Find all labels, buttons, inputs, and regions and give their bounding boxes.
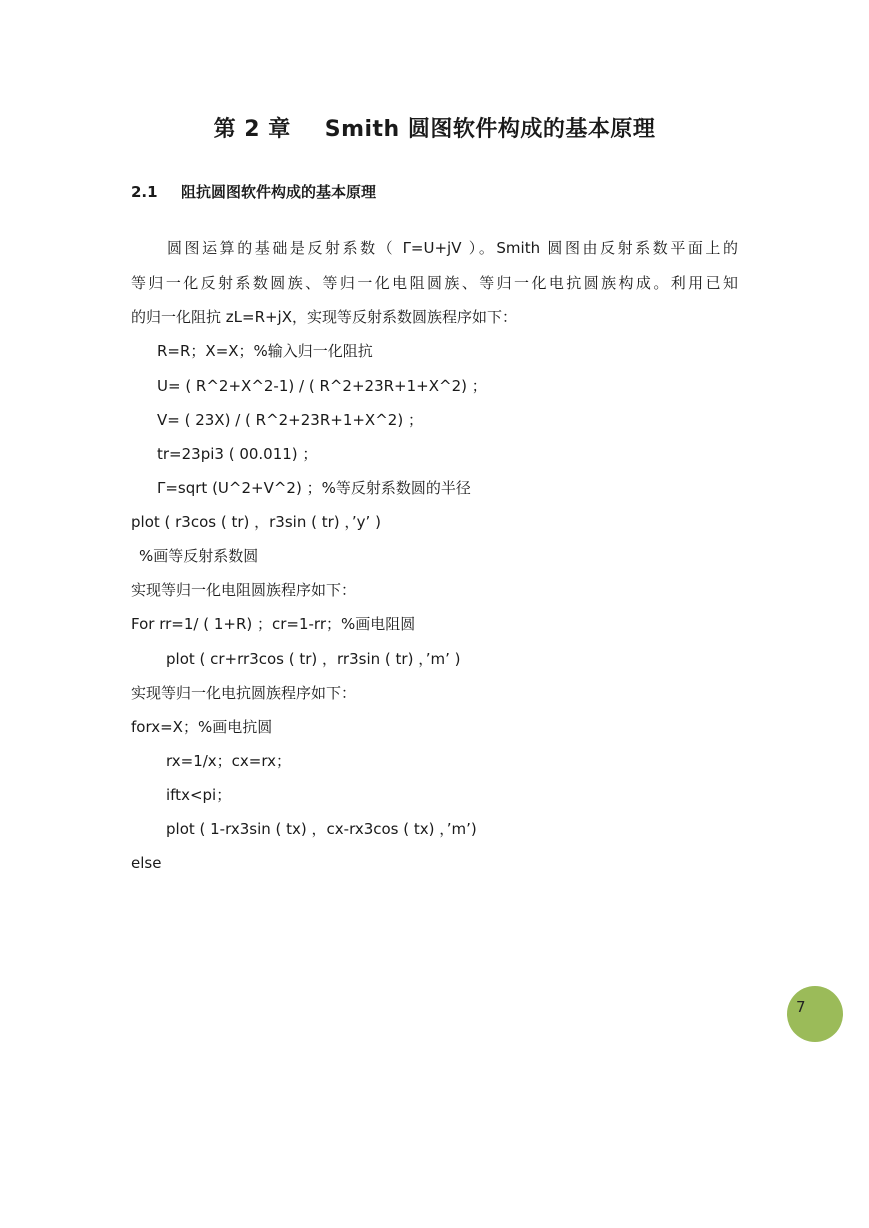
code-line: plot ( 1-rx3sin ( tx) ，cx-rx3cos ( tx) ，’m’) bbox=[166, 820, 477, 838]
code-line: V= ( 23X) / ( R^2+23R+1+X^2) ； bbox=[157, 411, 423, 429]
section-number: 2.1 bbox=[131, 183, 158, 201]
paragraph-line-3: 的归一化阻抗 zL=R+jX，实现等反射系数圆族程序如下： bbox=[131, 308, 518, 326]
chapter-title bbox=[0, 112, 869, 143]
code-line: For rr=1/ ( 1+R) ；cr=1-rr；%画电阻圆 bbox=[131, 615, 416, 633]
section-title: 阻抗圆图软件构成的基本原理 bbox=[181, 183, 377, 201]
code-line: iftx<pi； bbox=[166, 786, 232, 804]
code-line: else bbox=[131, 854, 162, 872]
chapter-title-text: Smith 圆图软件构成的基本原理 bbox=[324, 117, 656, 142]
code-line: plot ( r3cos ( tr) ，r3sin ( tr) ，’y’ ) bbox=[131, 513, 381, 531]
code-line: 实现等归一化电抗圆族程序如下： bbox=[131, 684, 357, 702]
code-line: tr=23pi3 ( 00.011) ； bbox=[157, 445, 318, 463]
page-number-badge bbox=[787, 986, 843, 1042]
code-line: rx=1/x；cx=rx； bbox=[166, 752, 292, 770]
code-line: Γ=sqrt (U^2+V^2) ；%等反射系数圆的半径 bbox=[157, 479, 471, 497]
code-line: 实现等归一化电阻圆族程序如下： bbox=[131, 581, 357, 599]
code-line: R=R；X=X；%输入归一化阻抗 bbox=[157, 342, 373, 360]
code-line: forx=X；%画电抗圆 bbox=[131, 718, 273, 736]
code-line: %画等反射系数圆 bbox=[139, 547, 259, 565]
code-line: plot ( cr+rr3cos ( tr) ，rr3sin ( tr) ，’m’ ) bbox=[166, 650, 461, 668]
paragraph-line-1: 圆图运算的基础是反射系数（ Γ=U+jV ）。Smith 圆图由反射系数平面上的 bbox=[167, 239, 738, 257]
code-line: U= ( R^2+X^2-1) / ( R^2+23R+1+X^2) ； bbox=[157, 377, 487, 395]
page-number: 7 bbox=[796, 998, 806, 1016]
chapter-number: 第 2 章 bbox=[213, 117, 291, 142]
paragraph-line-2: 等归一化反射系数圆族、等归一化电阻圆族、等归一化电抗圆族构成。利用已知 bbox=[131, 274, 738, 292]
section-heading bbox=[131, 181, 376, 202]
